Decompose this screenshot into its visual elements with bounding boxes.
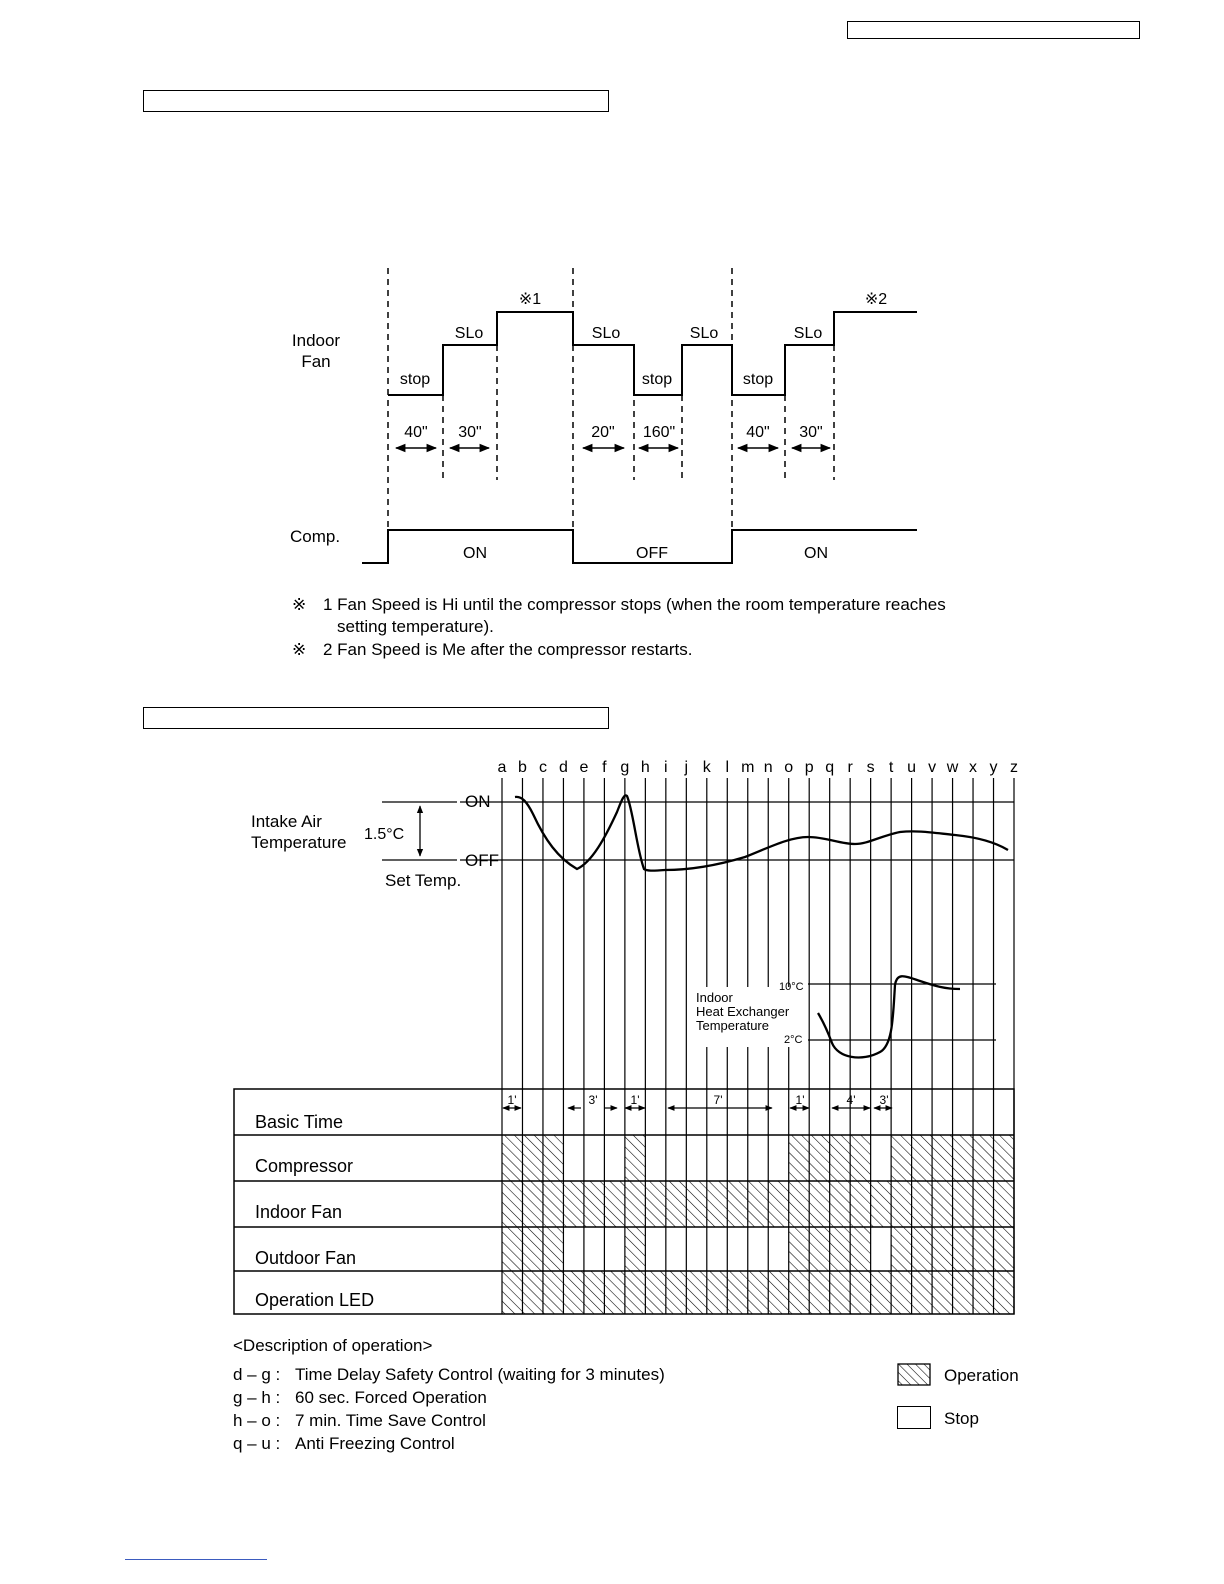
time-letter-label: q bbox=[825, 759, 835, 776]
time-letter-label: f bbox=[602, 759, 607, 776]
intake-air-label: Temperature bbox=[251, 833, 347, 852]
basic-time-label: 1' bbox=[630, 1093, 640, 1107]
operation-cell bbox=[830, 1227, 850, 1271]
operation-cell bbox=[912, 1227, 932, 1271]
operation-cell bbox=[543, 1181, 563, 1227]
operation-cell bbox=[912, 1135, 932, 1181]
operation-cell bbox=[953, 1181, 973, 1227]
off-threshold-label: OFF bbox=[465, 851, 499, 870]
description-key: d – g : bbox=[233, 1365, 281, 1384]
operation-cell bbox=[768, 1271, 788, 1314]
operation-cell bbox=[830, 1271, 850, 1314]
intake-air-label: Intake Air bbox=[251, 812, 322, 831]
operation-cell bbox=[522, 1271, 542, 1314]
operation-cell bbox=[891, 1181, 911, 1227]
time-letter-label: t bbox=[888, 759, 894, 776]
comp-state-label: ON bbox=[463, 545, 487, 562]
time-letter-label: i bbox=[664, 759, 668, 776]
operation-cell bbox=[748, 1271, 768, 1314]
operation-cell bbox=[973, 1271, 993, 1314]
operation-cell bbox=[953, 1271, 973, 1314]
operation-cell bbox=[563, 1271, 583, 1314]
operation-cell bbox=[789, 1227, 809, 1271]
note-text: setting temperature). bbox=[337, 617, 494, 636]
fan-segment-label: SLo bbox=[591, 325, 621, 342]
operation-cell bbox=[850, 1181, 870, 1227]
basic-time-label: 3' bbox=[588, 1093, 598, 1107]
set-temp-label: Set Temp. bbox=[385, 871, 462, 890]
duration-label: 30" bbox=[458, 424, 482, 441]
time-letter-label: y bbox=[989, 759, 998, 776]
operation-cell bbox=[686, 1271, 706, 1314]
fan-segment-label: SLo bbox=[793, 325, 823, 342]
operation-cell bbox=[707, 1271, 727, 1314]
operation-cell bbox=[604, 1271, 624, 1314]
time-letter-label: z bbox=[1010, 759, 1018, 776]
legend-operation-swatch bbox=[897, 1363, 931, 1386]
description-text: Anti Freezing Control bbox=[295, 1434, 455, 1453]
description-item bbox=[233, 1386, 487, 1409]
note-line-3 bbox=[292, 639, 692, 661]
operation-cell bbox=[891, 1135, 911, 1181]
operation-cell bbox=[850, 1227, 870, 1271]
time-letter-label: o bbox=[784, 759, 794, 776]
operation-cell bbox=[625, 1135, 645, 1181]
operation-cell bbox=[994, 1135, 1014, 1181]
operation-cell bbox=[891, 1227, 911, 1271]
operation-cell bbox=[768, 1181, 788, 1227]
description-key: q – u : bbox=[233, 1434, 281, 1453]
time-letter-label: k bbox=[702, 759, 711, 776]
operation-cell bbox=[871, 1271, 891, 1314]
row-label-operation-led: Operation LED bbox=[255, 1290, 375, 1310]
fan-segment-label: stop bbox=[742, 371, 774, 388]
description-text: 7 min. Time Save Control bbox=[295, 1411, 486, 1430]
note-line-2 bbox=[337, 616, 494, 638]
operation-cell bbox=[809, 1181, 829, 1227]
time-letter-label: e bbox=[579, 759, 589, 776]
row-label-compressor: Compressor bbox=[255, 1156, 354, 1176]
footer-link-underline bbox=[125, 1559, 267, 1560]
time-letter-label: x bbox=[969, 759, 978, 776]
basic-time-label: 1' bbox=[795, 1093, 805, 1107]
fan-segment-label: SLo bbox=[454, 325, 484, 342]
row-label-indoor-fan: Indoor Fan bbox=[255, 1202, 343, 1222]
time-letter-label: p bbox=[804, 759, 814, 776]
description-key: h – o : bbox=[233, 1411, 281, 1430]
on-threshold-label: ON bbox=[465, 792, 491, 811]
basic-time-label: 7' bbox=[713, 1093, 723, 1107]
operation-cell bbox=[932, 1135, 952, 1181]
duration-label: 20" bbox=[591, 424, 615, 441]
operation-cell bbox=[604, 1181, 624, 1227]
operation-cell bbox=[543, 1271, 563, 1314]
operation-cell bbox=[809, 1271, 829, 1314]
description-item bbox=[233, 1432, 455, 1455]
operation-cell bbox=[912, 1271, 932, 1314]
note-mark-2: ※2 bbox=[864, 291, 888, 308]
operation-cell bbox=[502, 1227, 522, 1271]
hx-label: Indoor bbox=[696, 990, 733, 1005]
basic-time-label: 3' bbox=[879, 1093, 889, 1107]
hx-temperature-curve bbox=[818, 976, 960, 1057]
operation-cell bbox=[645, 1181, 665, 1227]
operation-cell bbox=[543, 1135, 563, 1181]
time-letter-label: n bbox=[763, 759, 773, 776]
operation-cell bbox=[584, 1181, 604, 1227]
description-text: 60 sec. Forced Operation bbox=[295, 1388, 487, 1407]
legend-stop-swatch bbox=[897, 1406, 931, 1429]
operation-cell bbox=[789, 1135, 809, 1181]
time-letter-label: g bbox=[620, 759, 630, 776]
description-text: Time Delay Safety Control (waiting for 3 minutes) bbox=[295, 1365, 665, 1384]
duration-label: 30" bbox=[799, 424, 823, 441]
operation-cell bbox=[625, 1227, 645, 1271]
operation-cell bbox=[727, 1181, 747, 1227]
operation-cell bbox=[994, 1271, 1014, 1314]
time-letter-label: h bbox=[640, 759, 650, 776]
note-mark: ※ bbox=[292, 640, 307, 659]
row-label-outdoor-fan: Outdoor Fan bbox=[255, 1248, 357, 1268]
time-letter-label: j bbox=[684, 759, 689, 776]
time-letter-label: s bbox=[866, 759, 875, 776]
operation-cell bbox=[973, 1135, 993, 1181]
indoor-fan-label: Fan bbox=[301, 352, 331, 371]
time-letter-label: c bbox=[538, 759, 547, 776]
comp-state-label: ON bbox=[804, 545, 828, 562]
operation-cell bbox=[625, 1271, 645, 1314]
diff-label: 1.5°C bbox=[364, 826, 405, 843]
operation-cell bbox=[932, 1271, 952, 1314]
operation-cell bbox=[953, 1135, 973, 1181]
basic-time-label: 4' bbox=[846, 1093, 856, 1107]
operation-cell bbox=[809, 1135, 829, 1181]
operation-cell bbox=[830, 1181, 850, 1227]
operation-cell bbox=[809, 1227, 829, 1271]
intake-air-curve bbox=[515, 795, 1008, 870]
duration-label: 40" bbox=[404, 424, 428, 441]
description-title: <Description of operation> bbox=[233, 1336, 433, 1355]
operation-cell bbox=[645, 1271, 665, 1314]
operation-cell bbox=[666, 1271, 686, 1314]
description-item bbox=[233, 1409, 486, 1432]
time-letter-label: d bbox=[558, 759, 568, 776]
operation-cell bbox=[625, 1181, 645, 1227]
operation-cell bbox=[502, 1271, 522, 1314]
operation-cell bbox=[522, 1227, 542, 1271]
operation-cell bbox=[891, 1271, 911, 1314]
operation-cell bbox=[932, 1227, 952, 1271]
operation-cell bbox=[502, 1135, 522, 1181]
time-letter-label: b bbox=[518, 759, 527, 776]
time-letter-label: m bbox=[741, 759, 755, 776]
note-mark: ※ bbox=[292, 595, 307, 614]
fan-segment-label: stop bbox=[641, 371, 673, 388]
duration-label: 160" bbox=[642, 424, 676, 441]
operation-cell bbox=[727, 1271, 747, 1314]
hx-low-label: 2°C bbox=[784, 1034, 803, 1046]
section-title-box-2 bbox=[143, 707, 609, 729]
hx-high-label: 10°C bbox=[779, 981, 804, 993]
operation-cell bbox=[522, 1135, 542, 1181]
operation-cell bbox=[994, 1227, 1014, 1271]
hx-label: Heat Exchanger bbox=[696, 1004, 790, 1019]
note-mark-1: ※1 bbox=[518, 291, 542, 308]
operation-cell bbox=[850, 1135, 870, 1181]
legend-operation-label: Operation bbox=[944, 1366, 1019, 1385]
time-letter-label: u bbox=[907, 759, 917, 776]
operation-cell bbox=[789, 1181, 809, 1227]
time-letter-label: w bbox=[946, 759, 959, 776]
operation-cell bbox=[707, 1181, 727, 1227]
operation-cell bbox=[584, 1271, 604, 1314]
timing-chart bbox=[0, 740, 1224, 1340]
operation-cell bbox=[953, 1227, 973, 1271]
comp-state-label: OFF bbox=[636, 545, 668, 562]
operation-cell bbox=[789, 1271, 809, 1314]
comp-label: Comp. bbox=[290, 527, 341, 546]
note-text: 1 Fan Speed is Hi until the compressor stops (when the room temperature reaches bbox=[323, 595, 946, 614]
operation-cell bbox=[666, 1181, 686, 1227]
fan-segment-label: SLo bbox=[689, 325, 719, 342]
time-letter-label: v bbox=[928, 759, 937, 776]
operation-cell bbox=[850, 1271, 870, 1314]
operation-cell bbox=[502, 1181, 522, 1227]
basic-time-label: 1' bbox=[507, 1093, 517, 1107]
time-letter-label: r bbox=[847, 759, 853, 776]
operation-cell bbox=[686, 1181, 706, 1227]
time-letter-label: a bbox=[497, 759, 507, 776]
legend-stop-label: Stop bbox=[944, 1409, 979, 1428]
description-item bbox=[233, 1363, 665, 1386]
duration-label: 40" bbox=[746, 424, 770, 441]
operation-cell bbox=[748, 1181, 768, 1227]
operation-cell bbox=[932, 1181, 952, 1227]
note-line-1 bbox=[292, 594, 946, 616]
fan-segment-label: stop bbox=[399, 371, 431, 388]
time-letter-label: l bbox=[725, 759, 730, 776]
operation-cell bbox=[994, 1181, 1014, 1227]
operation-cell bbox=[973, 1227, 993, 1271]
indoor-fan-label: Indoor bbox=[291, 331, 341, 350]
operation-cell bbox=[912, 1181, 932, 1227]
operation-cell bbox=[522, 1181, 542, 1227]
operation-cell bbox=[871, 1181, 891, 1227]
operation-cell bbox=[543, 1227, 563, 1271]
operation-cell bbox=[563, 1181, 583, 1227]
operation-cell bbox=[973, 1181, 993, 1227]
hx-label: Temperature bbox=[696, 1018, 769, 1033]
row-label-basic-time: Basic Time bbox=[255, 1112, 344, 1132]
description-key: g – h : bbox=[233, 1388, 281, 1407]
operation-cell bbox=[830, 1135, 850, 1181]
note-text: 2 Fan Speed is Me after the compressor restarts. bbox=[323, 640, 693, 659]
